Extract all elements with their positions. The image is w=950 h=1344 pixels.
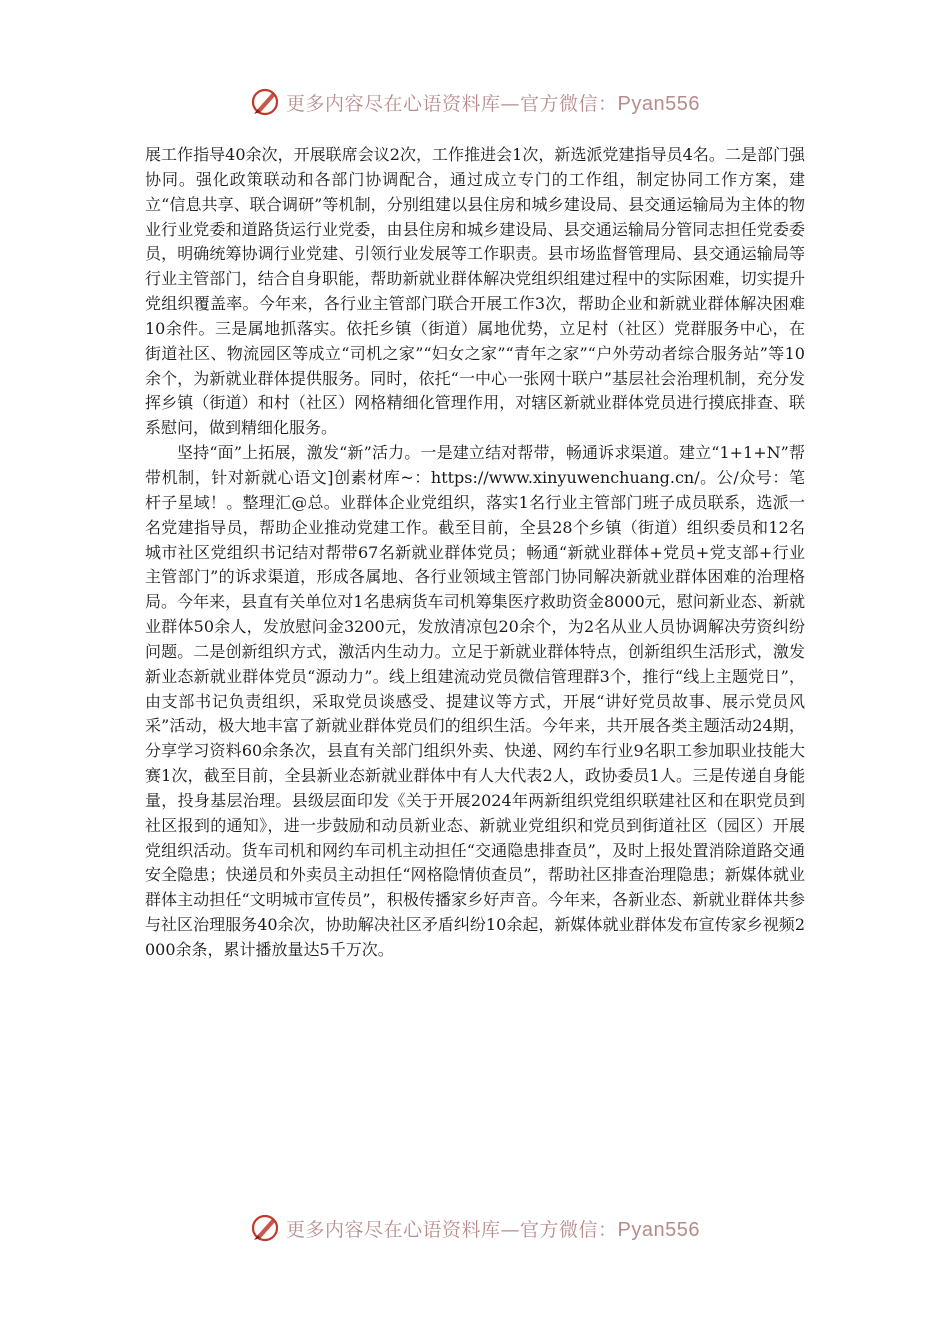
pen-circle-logo-icon: [250, 1213, 280, 1243]
pen-circle-logo-icon: [250, 87, 280, 117]
footer-banner: [0, 1208, 950, 1248]
banner-label: 更多内容尽在心语资料库—官方微信：: [286, 92, 618, 115]
paragraph-1: 展工作指导40余次，开展联席会议2次，工作推进会1次，新选派党建指导员4名。二是部门强协同。强化政策联动和各部门协调配合，通过成立专门的工作组，制定协同工作方案，建立“信息共享、联合调研”等机制，分别组建以县住房和城乡建设局、县交通运输局为主体的物业行业党委和道路货运行业党委，由县住房和城乡建设局、县交通运输局分管同志担任党委委员，明确统筹协调行业党建、引领行业发展等工作职责。县市场监督管理局、县交通运输局等行业主管部门，结合自身职能，帮助新就业群体解决党组织组建过程中的实际困难，切实提升党组织覆盖率。今年来，各行业主管部门联合开展工作3次，帮助企业和新就业群体解决困难10余件。三是属地抓落实。依托乡镇（街道）属地优势，立足村（社区）党群服务中心，在街道社区、物流园区等成立“司机之家”“妇女之家”“青年之家”“户外劳动者综合服务站”等10余个，为新就业群体提供服务。同时，依托“一中心一张网十联户”基层社会治理机制，充分发挥乡镇（街道）和村（社区）网格精细化管理作用，对辖区新就业群体党员进行摸底排查、联系慰问，做到精细化服务。: [145, 145, 805, 438]
wechat-handle: Pyan556: [617, 92, 700, 115]
banner-label: 更多内容尽在心语资料库—官方微信：: [286, 1218, 618, 1241]
banner-text: [286, 1215, 700, 1242]
document-body: [145, 143, 805, 963]
banner-text: [286, 89, 700, 116]
paragraph-2: 坚持“面”上拓展，激发“新”活力。一是建立结对帮带，畅通诉求渠道。建立“1+1+N”帮带机制，针对新就心语文]创素材库~：https://www.xinyuwenchuang.cn/。公/众号：笔杆子星域！。整理汇@总。业群体企业党组织，落实1名行业主管部门班子成员联系，选派一名党建指导员，帮助企业推动党建工作。截至目前，全县28个乡镇（街道）组织委员和12名城市社区党组织书记结对帮带67名新就业群体党员；畅通“新就业群体+党员+党支部+行业主管部门”的诉求渠道，形成各属地、各行业领域主管部门协同解决新就业群体困难的治理格局。今年来，县直有关单位对1名患病货车司机筹集医疗救助资金8000元，慰问新业态、新就业群体50余人，发放慰问金3200元，发放清凉包20余个，为2名从业人员协调解决劳资纠纷问题。二是创新组织方式，激活内生动力。立足于新就业群体特点，创新组织生活形式，激发新业态新就业群体党员“源动力”。线上组建流动党员微信管理群3个，推行“线上主题党日”，由支部书记负责组织，采取党员谈感受、提建议等方式，开展“讲好党员故事、展示党员风采”活动，极大地丰富了新就业群体党员们的组织生活。今年来，共开展各类主题活动24期，分享学习资料60余条次，县直有关部门组织外卖、快递、网约车行业9名职工参加职业技能大赛1次，截至目前，全县新业态新就业群体中有人大代表2人，政协委员1人。三是传递自身能量，投身基层治理。县级层面印发《关于开展2024年两新组织党组织联建社区和在职党员到社区报到的通知》，进一步鼓励和动员新业态、新就业党组织和党员到街道社区（园区）开展党组织活动。货车司机和网约车司机主动担任“交通隐患排查员”，及时上报处置消除道路交通安全隐患；快递员和外卖员主动担任“网格隐情侦查员”，帮助社区排查治理隐患；新媒体就业群体主动担任“文明城市宣传员”，积极传播家乡好声音。今年来，各新业态、新就业群体共参与社区治理服务40余次，协助解决社区矛盾纠纷10余起，新媒体就业群体发布宣传家乡视频2000余条，累计播放量达5千万次。: [145, 443, 805, 959]
wechat-handle: Pyan556: [617, 1218, 700, 1241]
header-banner: [0, 82, 950, 122]
